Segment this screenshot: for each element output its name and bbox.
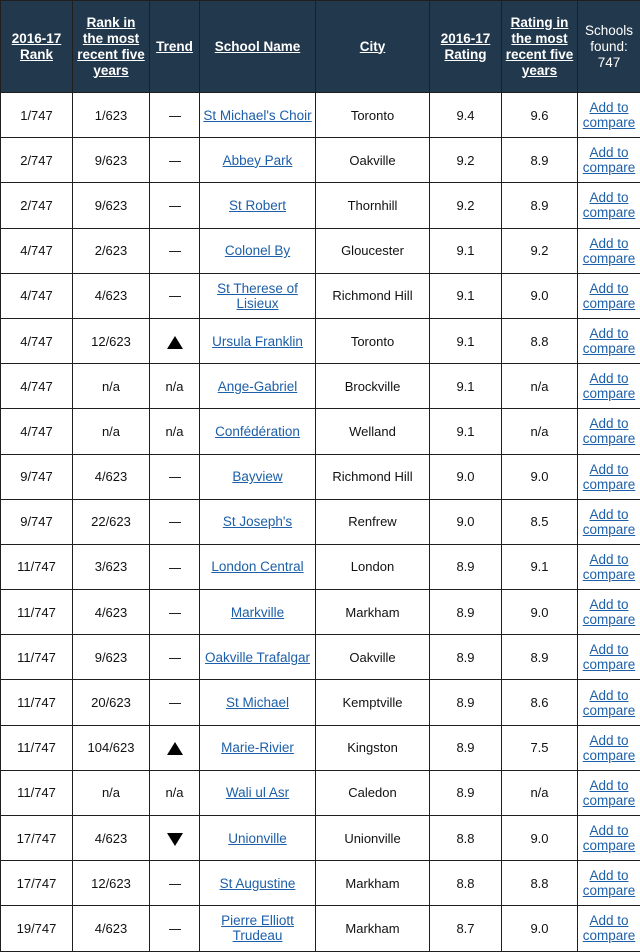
table-row [1,725,640,770]
table-row [1,183,640,228]
header-city-label: City [360,39,386,54]
add-to-compare-link[interactable]: Add to compare [580,462,638,492]
recent-rank-cell: 9/623 [73,635,150,680]
recent-rating-cell: 7.5 [502,725,578,770]
compare-cell [578,816,640,861]
table-row [1,228,640,273]
rank-cell: 17/747 [1,816,73,861]
add-to-compare-link[interactable]: Add to compare [580,145,638,175]
city-cell: Toronto [316,318,430,363]
trend-cell [150,273,200,318]
header-recent-rating-label: Rating in the most recent five years [506,15,574,78]
trend-cell [150,454,200,499]
recent-rating-cell: 9.0 [502,906,578,951]
table-row [1,544,640,589]
rank-cell: 11/747 [1,680,73,725]
add-to-compare-link[interactable]: Add to compare [580,597,638,627]
recent-rank-cell: 12/623 [73,318,150,363]
school-link[interactable]: London Central [211,559,303,574]
rank-cell: 19/747 [1,906,73,951]
compare-cell [578,499,640,544]
school-name-cell [200,93,316,138]
rank-cell: 11/747 [1,544,73,589]
school-name-cell [200,183,316,228]
school-name-cell [200,590,316,635]
trend-flat-icon [169,568,181,569]
add-to-compare-link[interactable]: Add to compare [580,778,638,808]
school-link[interactable]: Markville [231,605,284,620]
trend-cell [150,635,200,680]
city-cell: Oakville [316,138,430,183]
header-city[interactable] [316,1,430,93]
trend-flat-icon [169,477,181,478]
header-rank-label: 2016-17 Rank [12,31,62,62]
school-name-cell [200,454,316,499]
header-trend[interactable] [150,1,200,93]
header-trend-label: Trend [156,39,193,54]
header-schools-found [578,1,640,93]
compare-cell [578,590,640,635]
table-row [1,906,640,951]
city-cell: Caledon [316,770,430,815]
recent-rank-cell: 20/623 [73,680,150,725]
rating-cell: 8.9 [430,770,502,815]
compare-cell [578,228,640,273]
table-header-row [1,1,640,93]
rating-cell: 8.9 [430,635,502,680]
rating-cell: 9.0 [430,454,502,499]
table-row [1,680,640,725]
trend-cell [150,183,200,228]
add-to-compare-link[interactable]: Add to compare [580,642,638,672]
add-to-compare-link[interactable]: Add to compare [580,733,638,763]
trend-flat-icon [169,522,181,523]
table-row [1,590,640,635]
compare-cell [578,906,640,951]
recent-rank-cell: 9/623 [73,138,150,183]
header-rating-label: 2016-17 Rating [441,31,491,62]
school-link[interactable]: Abbey Park [223,153,293,168]
school-link[interactable]: Confédération [215,424,300,439]
city-cell: Markham [316,590,430,635]
school-name-cell [200,544,316,589]
trend-cell [150,770,200,815]
school-name-cell [200,228,316,273]
rating-cell: 8.9 [430,680,502,725]
rating-cell: 8.9 [430,590,502,635]
rank-cell: 11/747 [1,635,73,680]
trend-cell [150,680,200,725]
trend-flat-icon [169,206,181,207]
recent-rating-cell: n/a [502,770,578,815]
school-name-cell [200,861,316,906]
recent-rating-cell: n/a [502,364,578,409]
school-link[interactable]: St Joseph's [223,514,292,529]
compare-cell [578,770,640,815]
city-cell: Oakville [316,635,430,680]
rank-cell: 2/747 [1,183,73,228]
recent-rating-cell: 9.0 [502,590,578,635]
school-link[interactable]: St Robert [229,198,286,213]
recent-rank-cell: 4/623 [73,816,150,861]
add-to-compare-link[interactable]: Add to compare [580,868,638,898]
add-to-compare-link[interactable]: Add to compare [580,823,638,853]
trend-flat-icon [169,161,181,162]
table-row [1,93,640,138]
trend-flat-icon [169,658,181,659]
trend-cell [150,816,200,861]
trend-up-icon [167,742,183,755]
table-row [1,454,640,499]
add-to-compare-link[interactable]: Add to compare [580,371,638,401]
compare-cell [578,725,640,770]
trend-flat-icon [169,116,181,117]
school-name-cell [200,409,316,454]
trend-cell [150,138,200,183]
schools-found-count: Schools found: 747 [585,23,633,70]
city-cell: Kingston [316,725,430,770]
school-name-cell [200,499,316,544]
city-cell: Richmond Hill [316,273,430,318]
school-link[interactable]: Unionville [228,831,287,846]
header-rank[interactable] [1,1,73,93]
header-recent-rank[interactable] [73,1,150,93]
table-row [1,364,640,409]
rank-cell: 4/747 [1,318,73,363]
rating-cell: 9.1 [430,228,502,273]
school-name-cell [200,906,316,951]
school-link[interactable]: Bayview [232,469,282,484]
recent-rank-cell: 9/623 [73,183,150,228]
trend-down-icon [167,833,183,846]
header-recent-rank-label: Rank in the most recent five years [77,15,145,78]
recent-rating-cell: 8.9 [502,183,578,228]
recent-rank-cell: 104/623 [73,725,150,770]
school-link[interactable]: St Michael [226,695,289,710]
recent-rating-cell: 9.1 [502,544,578,589]
school-link[interactable]: Wali ul Asr [226,785,289,800]
rank-cell: 4/747 [1,409,73,454]
trend-text: n/a [165,424,183,439]
recent-rating-cell: 8.5 [502,499,578,544]
recent-rating-cell: 8.6 [502,680,578,725]
recent-rank-cell: 4/623 [73,590,150,635]
table-row [1,499,640,544]
rating-cell: 9.2 [430,183,502,228]
add-to-compare-link[interactable]: Add to compare [580,913,638,943]
compare-cell [578,635,640,680]
header-rating[interactable] [430,1,502,93]
compare-cell [578,273,640,318]
recent-rating-cell: 9.6 [502,93,578,138]
school-link[interactable]: Ursula Franklin [212,334,303,349]
school-name-cell [200,318,316,363]
add-to-compare-link[interactable]: Add to compare [580,416,638,446]
add-to-compare-link[interactable]: Add to compare [580,326,638,356]
trend-cell [150,725,200,770]
trend-cell [150,228,200,273]
city-cell: Renfrew [316,499,430,544]
recent-rating-cell: 9.0 [502,273,578,318]
trend-flat-icon [169,884,181,885]
rating-cell: 9.1 [430,364,502,409]
city-cell: Markham [316,906,430,951]
table-row [1,318,640,363]
rating-cell: 9.0 [430,499,502,544]
trend-cell [150,409,200,454]
trend-cell [150,499,200,544]
compare-cell [578,544,640,589]
trend-up-icon [167,336,183,349]
recent-rank-cell: n/a [73,364,150,409]
rating-cell: 9.1 [430,318,502,363]
school-name-cell [200,635,316,680]
table-row [1,409,640,454]
compare-cell [578,861,640,906]
city-cell: Toronto [316,93,430,138]
table-row [1,770,640,815]
header-school-name-label: School Name [215,39,301,54]
rank-cell: 11/747 [1,725,73,770]
table-body [1,93,640,952]
school-name-cell [200,816,316,861]
city-cell: Richmond Hill [316,454,430,499]
compare-cell [578,138,640,183]
rank-cell: 4/747 [1,273,73,318]
trend-cell [150,590,200,635]
trend-cell [150,544,200,589]
school-link[interactable]: St Augustine [220,876,296,891]
recent-rating-cell: 9.0 [502,454,578,499]
school-link[interactable]: St Therese of Lisieux [217,281,298,311]
recent-rank-cell: 2/623 [73,228,150,273]
recent-rank-cell: 1/623 [73,93,150,138]
trend-cell [150,906,200,951]
rating-cell: 8.8 [430,816,502,861]
rank-cell: 2/747 [1,138,73,183]
recent-rating-cell: 9.0 [502,816,578,861]
school-name-cell [200,273,316,318]
city-cell: Markham [316,861,430,906]
city-cell: Gloucester [316,228,430,273]
rating-cell: 9.1 [430,273,502,318]
school-link[interactable]: Ange-Gabriel [218,379,298,394]
table-row [1,861,640,906]
rating-cell: 8.7 [430,906,502,951]
recent-rank-cell: n/a [73,770,150,815]
city-cell: Unionville [316,816,430,861]
school-name-cell [200,680,316,725]
trend-flat-icon [169,703,181,704]
trend-cell [150,364,200,409]
recent-rating-cell: 8.9 [502,138,578,183]
recent-rank-cell: 22/623 [73,499,150,544]
rating-cell: 9.4 [430,93,502,138]
table-row [1,635,640,680]
table-row [1,273,640,318]
compare-cell [578,409,640,454]
add-to-compare-link[interactable]: Add to compare [580,688,638,718]
trend-cell [150,93,200,138]
recent-rank-cell: 3/623 [73,544,150,589]
trend-flat-icon [169,296,181,297]
rating-cell: 9.2 [430,138,502,183]
city-cell: Brockville [316,364,430,409]
table-row [1,138,640,183]
trend-flat-icon [169,613,181,614]
rank-cell: 4/747 [1,228,73,273]
school-link[interactable]: St Michael's Choir [203,108,311,123]
recent-rank-cell: 4/623 [73,906,150,951]
school-link[interactable]: Marie-Rivier [221,740,294,755]
rating-cell: 8.9 [430,544,502,589]
rank-cell: 4/747 [1,364,73,409]
header-school-name[interactable] [200,1,316,93]
rank-cell: 9/747 [1,499,73,544]
compare-cell [578,680,640,725]
rank-cell: 17/747 [1,861,73,906]
add-to-compare-link[interactable]: Add to compare [580,100,638,130]
recent-rank-cell: 4/623 [73,273,150,318]
compare-cell [578,318,640,363]
recent-rank-cell: 4/623 [73,454,150,499]
compare-cell [578,183,640,228]
add-to-compare-link[interactable]: Add to compare [580,507,638,537]
rank-cell: 1/747 [1,93,73,138]
add-to-compare-link[interactable]: Add to compare [580,552,638,582]
rating-cell: 9.1 [430,409,502,454]
compare-cell [578,454,640,499]
trend-text: n/a [165,785,183,800]
add-to-compare-link[interactable]: Add to compare [580,236,638,266]
rank-cell: 9/747 [1,454,73,499]
trend-cell [150,861,200,906]
city-cell: Thornhill [316,183,430,228]
rank-cell: 11/747 [1,590,73,635]
city-cell: London [316,544,430,589]
school-name-cell [200,364,316,409]
school-link[interactable]: Pierre Elliott Trudeau [221,913,294,943]
trend-text: n/a [165,379,183,394]
trend-cell [150,318,200,363]
add-to-compare-link[interactable]: Add to compare [580,190,638,220]
trend-flat-icon [169,929,181,930]
recent-rating-cell: 9.2 [502,228,578,273]
rating-cell: 8.8 [430,861,502,906]
rating-cell: 8.9 [430,725,502,770]
recent-rating-cell: 8.8 [502,318,578,363]
school-name-cell [200,138,316,183]
header-recent-rating[interactable] [502,1,578,93]
rank-cell: 11/747 [1,770,73,815]
school-link[interactable]: Colonel By [225,243,290,258]
trend-flat-icon [169,251,181,252]
school-name-cell [200,770,316,815]
recent-rating-cell: 8.8 [502,861,578,906]
city-cell: Kemptville [316,680,430,725]
compare-cell [578,93,640,138]
compare-cell [578,364,640,409]
recent-rating-cell: 8.9 [502,635,578,680]
recent-rank-cell: 12/623 [73,861,150,906]
school-name-cell [200,725,316,770]
recent-rank-cell: n/a [73,409,150,454]
table-row [1,816,640,861]
add-to-compare-link[interactable]: Add to compare [580,281,638,311]
school-link[interactable]: Oakville Trafalgar [205,650,310,665]
recent-rating-cell: n/a [502,409,578,454]
city-cell: Welland [316,409,430,454]
